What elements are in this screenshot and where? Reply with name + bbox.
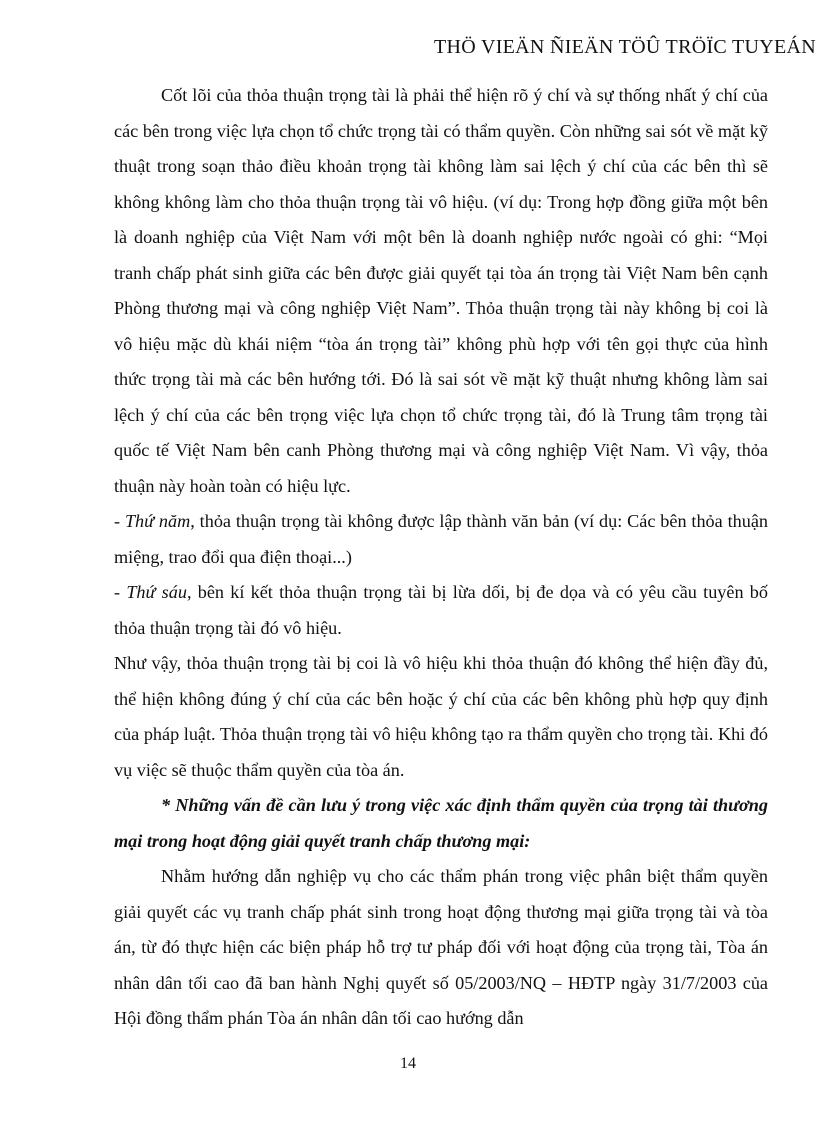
page-header: THÖ VIEÄN ÑIEÄN TÖÛ TRÖÏC TUYEÁN (434, 36, 816, 58)
section-heading: * Những vấn đề cần lưu ý trong việc xác định thẩm quyền của trọng tài thương mại trong hoạt động giải quyết tranh chấp thương mại: (114, 795, 768, 851)
paragraph-resolution: Nhằm hướng dẫn nghiệp vụ cho các thẩm phán trong việc phân biệt thẩm quyền giải quyết các vụ tranh chấp phát sinh trong hoạt động thương mại giữa trọng tài và tòa án, từ đó thực hiện các biện pháp hỗ trợ tư pháp đối với hoạt động của trọng tài, Tòa án nhân dân tối cao đã ban hành Nghị quyết số 05/2003/NQ – HĐTP ngày 31/7/2003 của Hội đồng thẩm phán Tòa án nhân dân tối cao hướng dẫn (114, 866, 768, 1028)
paragraph-fifth-case (114, 504, 768, 575)
italic-term-sixth: Thứ sáu (126, 582, 187, 602)
document-body (114, 78, 768, 1037)
paragraph-core-principle: Cốt lõi của thỏa thuận trọng tài là phải thể hiện rõ ý chí và sự thống nhất ý chí của các bên trong việc lựa chọn tổ chức trọng tài có thẩm quyền. Còn những sai sót về mặt kỹ thuật trong soạn thảo điều khoản trọng tài không làm sai lệch ý chí của các bên thì sẽ không không làm cho thỏa thuận trọng tài vô hiệu. (ví dụ: Trong hợp đồng giữa một bên là doanh nghiệp của Việt Nam với một bên là doanh nghiệp nước ngoài có ghi: “Mọi tranh chấp phát sinh giữa các bên được giải quyết tại tòa án trọng tài Việt Nam bên cạnh Phòng thương mại và công nghiệp Việt Nam”. Thỏa thuận trọng tài này không bị coi là vô hiệu mặc dù khái niệm “tòa án trọng tài” không phù hợp với tên gọi thực của hình thức trọng tài mà các bên hướng tới. Đó là sai sót về mặt kỹ thuật nhưng không làm sai lệch ý chí của các bên trọng việc lựa chọn tổ chức trọng tài, đó là Trung tâm trọng tài quốc tế Việt Nam bên canh Phòng thương mại và công nghiệp Việt Nam. Vì vậy, thỏa thuận này hoàn toàn có hiệu lực. (114, 85, 768, 496)
list-dash: - (114, 582, 127, 602)
paragraph-sixth-case (114, 575, 768, 646)
paragraph-conclusion: Như vậy, thỏa thuận trọng tài bị coi là vô hiệu khi thỏa thuận đó không thể hiện đầy đủ, thể hiện không đúng ý chí của các bên hoặc ý chí của các bên không phù hợp quy định của pháp luật. Thỏa thuận trọng tài vô hiệu không tạo ra thẩm quyền cho trọng tài. Khi đó vụ việc sẽ thuộc thẩm quyền của tòa án. (114, 653, 768, 780)
paragraph-sixth-text: , bên kí kết thỏa thuận trọng tài bị lừa dối, bị đe dọa và có yêu cầu tuyên bố thỏa thuận trọng tài đó vô hiệu. (114, 582, 768, 638)
italic-term-fifth: Thứ năm (124, 511, 191, 531)
paragraph-fifth-text: , thỏa thuận trọng tài không được lập thành văn bản (ví dụ: Các bên thỏa thuận miệng, trao đổi qua điện thoại...) (114, 511, 769, 567)
page-number: 14 (400, 1055, 416, 1072)
list-dash: - (114, 511, 125, 531)
